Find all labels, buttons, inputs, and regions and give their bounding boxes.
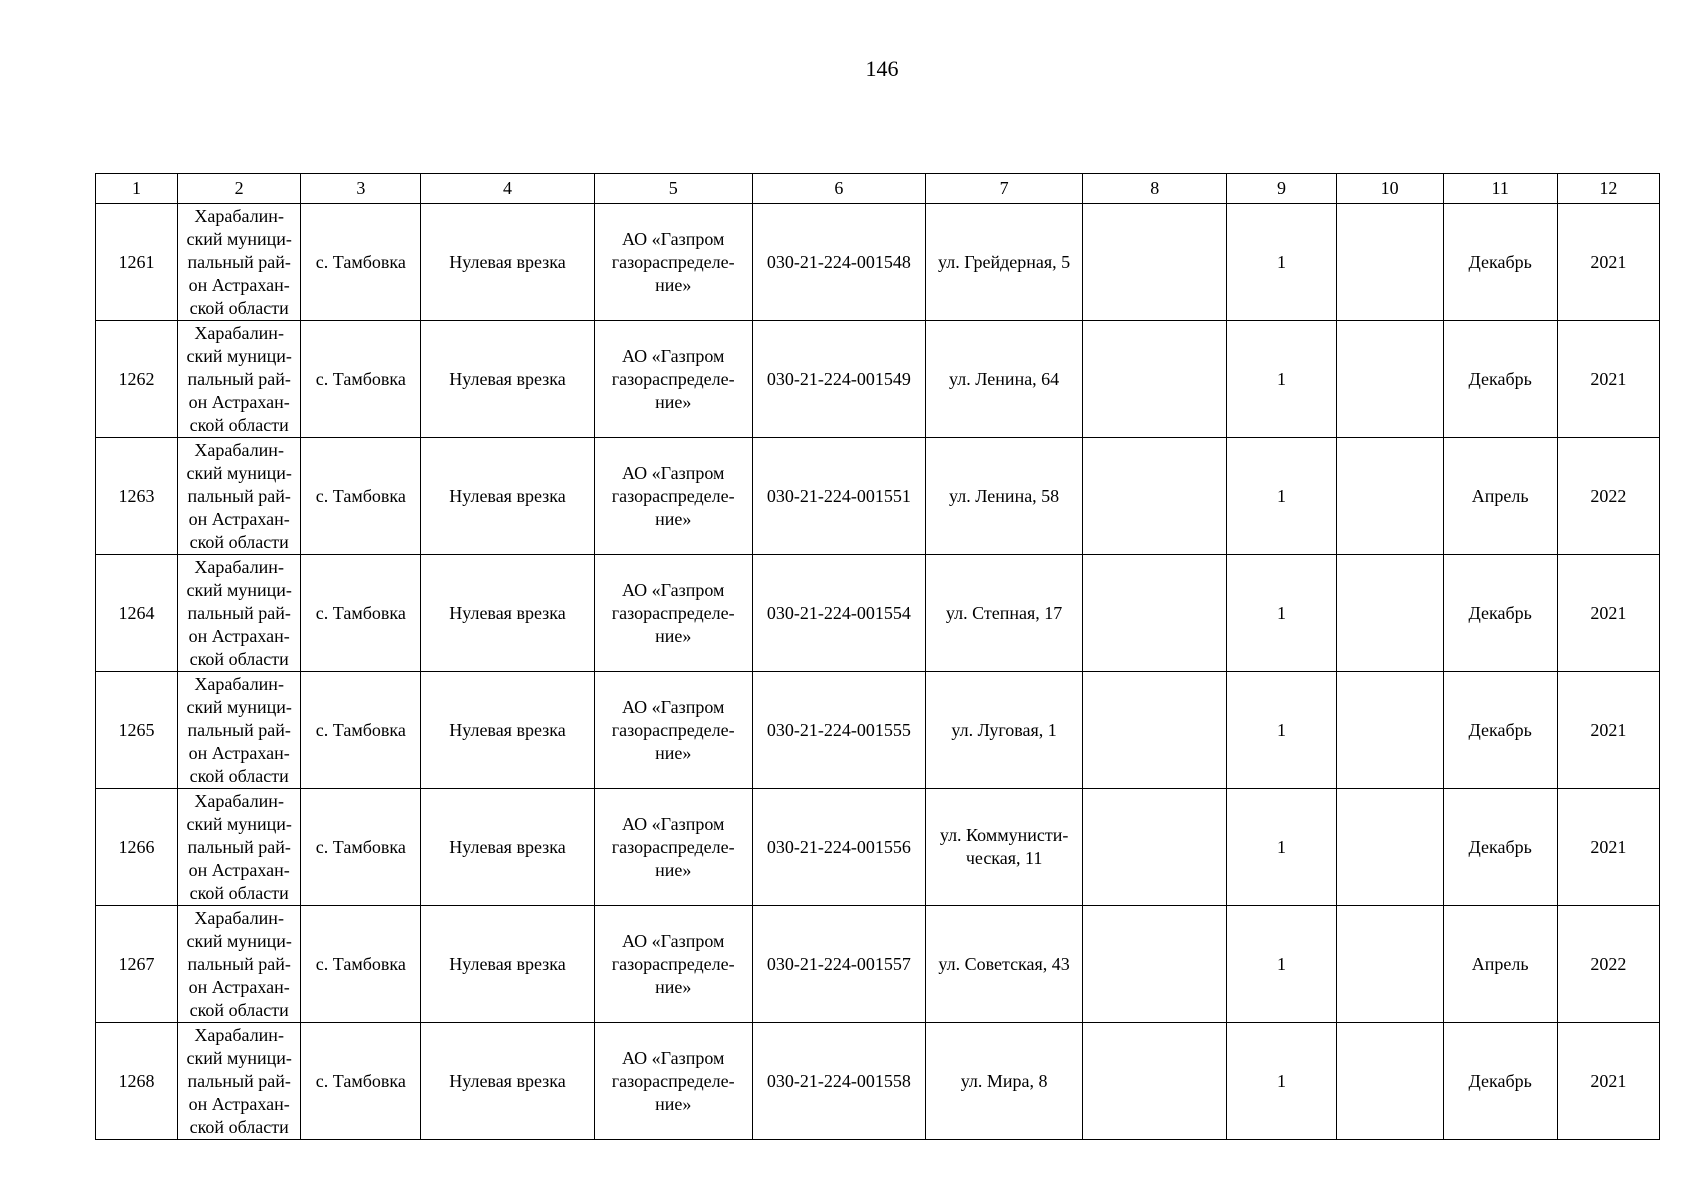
district-cell-line: Харабалин- (194, 907, 284, 928)
organization-cell-line: АО «Газпром (622, 1047, 725, 1068)
district-cell-line: он Астрахан- (188, 625, 290, 646)
district-cell-line: он Астрахан- (188, 1093, 290, 1114)
address-cell-line: ул. Грейдерная, 5 (938, 251, 1071, 272)
address-cell (926, 1023, 1083, 1140)
address-cell-line: ул. Ленина, 64 (949, 368, 1060, 389)
district-cell (178, 321, 301, 438)
quantity-cell: 1 (1227, 555, 1336, 672)
work-type-cell: Нулевая врезка (421, 672, 594, 789)
quantity-cell: 1 (1227, 1023, 1336, 1140)
column-header-1: 1 (96, 174, 178, 204)
district-cell-line: ской области (189, 297, 289, 318)
address-cell (926, 906, 1083, 1023)
column-header-10: 10 (1336, 174, 1443, 204)
district-cell-line: пальный рай- (187, 368, 291, 389)
organization-cell (594, 906, 752, 1023)
registry-table (95, 173, 1660, 1140)
district-cell (178, 1023, 301, 1140)
column-header-9: 9 (1227, 174, 1336, 204)
object-code-cell: 030-21-224-001558 (752, 1023, 925, 1140)
address-cell-line: ул. Луговая, 1 (951, 719, 1057, 740)
table-row (96, 204, 1660, 321)
district-cell-line: ской области (189, 1116, 289, 1137)
address-cell-line: ул. Степная, 17 (945, 602, 1063, 623)
organization-cell-line: ние» (655, 391, 692, 412)
district-cell-line: ский муници- (186, 345, 292, 366)
district-cell-line: ской области (189, 648, 289, 669)
organization-cell-line: газораспределе- (611, 485, 735, 506)
year-cell: 2021 (1557, 1023, 1659, 1140)
district-cell-line: ской области (189, 414, 289, 435)
column-8-cell (1083, 789, 1227, 906)
district-cell-line: ский муници- (186, 579, 292, 600)
address-cell (926, 672, 1083, 789)
table-row (96, 672, 1660, 789)
column-header-11: 11 (1443, 174, 1557, 204)
quantity-cell: 1 (1227, 789, 1336, 906)
district-cell-line: он Астрахан- (188, 976, 290, 997)
table-body (96, 204, 1660, 1140)
work-type-cell: Нулевая врезка (421, 438, 594, 555)
row-number: 1264 (96, 555, 178, 672)
quantity-cell: 1 (1227, 672, 1336, 789)
year-cell: 2022 (1557, 438, 1659, 555)
address-cell (926, 204, 1083, 321)
month-cell: Декабрь (1443, 321, 1557, 438)
column-10-cell (1336, 906, 1443, 1023)
district-cell (178, 672, 301, 789)
district-cell (178, 438, 301, 555)
organization-cell-line: АО «Газпром (622, 579, 725, 600)
district-cell (178, 204, 301, 321)
table-row (96, 906, 1660, 1023)
column-header-6: 6 (752, 174, 925, 204)
locality-cell: с. Тамбовка (301, 204, 421, 321)
page-number: 146 (865, 56, 899, 81)
month-cell: Апрель (1443, 906, 1557, 1023)
quantity-cell: 1 (1227, 438, 1336, 555)
locality-cell: с. Тамбовка (301, 555, 421, 672)
object-code-cell: 030-21-224-001551 (752, 438, 925, 555)
column-10-cell (1336, 672, 1443, 789)
year-cell: 2021 (1557, 789, 1659, 906)
column-10-cell (1336, 321, 1443, 438)
district-cell-line: ский муници- (186, 1047, 292, 1068)
column-8-cell (1083, 438, 1227, 555)
district-cell-line: пальный рай- (187, 836, 291, 857)
address-cell (926, 321, 1083, 438)
month-cell: Декабрь (1443, 1023, 1557, 1140)
organization-cell-line: газораспределе- (611, 836, 735, 857)
locality-cell: с. Тамбовка (301, 789, 421, 906)
month-cell: Декабрь (1443, 204, 1557, 321)
row-number: 1266 (96, 789, 178, 906)
organization-cell-line: газораспределе- (611, 1070, 735, 1091)
district-cell-line: ской области (189, 765, 289, 786)
object-code-cell: 030-21-224-001555 (752, 672, 925, 789)
district-cell-line: пальный рай- (187, 251, 291, 272)
object-code-cell: 030-21-224-001549 (752, 321, 925, 438)
object-code-cell: 030-21-224-001557 (752, 906, 925, 1023)
organization-cell-line: ние» (655, 625, 692, 646)
district-cell (178, 555, 301, 672)
column-8-cell (1083, 672, 1227, 789)
district-cell-line: ский муници- (186, 813, 292, 834)
address-cell (926, 555, 1083, 672)
month-cell: Декабрь (1443, 672, 1557, 789)
district-cell-line: пальный рай- (187, 1070, 291, 1091)
organization-cell-line: АО «Газпром (622, 813, 725, 834)
year-cell: 2021 (1557, 204, 1659, 321)
month-cell: Декабрь (1443, 789, 1557, 906)
year-cell: 2021 (1557, 672, 1659, 789)
district-cell-line: ской области (189, 531, 289, 552)
work-type-cell: Нулевая врезка (421, 555, 594, 672)
row-number: 1265 (96, 672, 178, 789)
organization-cell-line: газораспределе- (611, 251, 735, 272)
district-cell-line: он Астрахан- (188, 859, 290, 880)
work-type-cell: Нулевая врезка (421, 906, 594, 1023)
column-header-7: 7 (926, 174, 1083, 204)
address-cell-line: ул. Коммунисти- (939, 825, 1069, 845)
organization-cell (594, 204, 752, 321)
column-header-4: 4 (421, 174, 594, 204)
organization-cell-line: АО «Газпром (622, 696, 725, 717)
quantity-cell: 1 (1227, 906, 1336, 1023)
district-cell-line: ский муници- (186, 228, 292, 249)
district-cell-line: ский муници- (186, 930, 292, 951)
organization-cell (594, 672, 752, 789)
district-cell-line: Харабалин- (194, 790, 284, 811)
district-cell-line: пальный рай- (187, 485, 291, 506)
table-row (96, 438, 1660, 555)
row-number: 1263 (96, 438, 178, 555)
organization-cell (594, 438, 752, 555)
district-cell-line: Харабалин- (194, 439, 284, 460)
locality-cell: с. Тамбовка (301, 321, 421, 438)
district-cell-line: пальный рай- (187, 953, 291, 974)
organization-cell-line: АО «Газпром (622, 345, 725, 366)
year-cell: 2021 (1557, 321, 1659, 438)
locality-cell: с. Тамбовка (301, 1023, 421, 1140)
district-cell (178, 789, 301, 906)
quantity-cell: 1 (1227, 321, 1336, 438)
organization-cell-line: газораспределе- (611, 719, 735, 740)
organization-cell (594, 555, 752, 672)
column-10-cell (1336, 438, 1443, 555)
district-cell-line: пальный рай- (187, 602, 291, 623)
address-cell (926, 789, 1083, 906)
district-cell (178, 906, 301, 1023)
organization-cell-line: АО «Газпром (622, 930, 725, 951)
table-row (96, 321, 1660, 438)
column-header-12: 12 (1557, 174, 1659, 204)
column-8-cell (1083, 204, 1227, 321)
quantity-cell: 1 (1227, 204, 1336, 321)
organization-cell-line: ние» (655, 976, 692, 997)
organization-cell-line: ние» (655, 1093, 692, 1114)
district-cell-line: он Астрахан- (188, 508, 290, 529)
column-8-cell (1083, 1023, 1227, 1140)
district-cell-line: ской области (189, 999, 289, 1020)
district-cell-line: он Астрахан- (188, 742, 290, 763)
column-8-cell (1083, 906, 1227, 1023)
organization-cell-line: ние» (655, 508, 692, 529)
column-10-cell (1336, 555, 1443, 672)
district-cell-line: он Астрахан- (188, 274, 290, 295)
district-cell-line: Харабалин- (194, 673, 284, 694)
header-row (96, 174, 1660, 204)
address-cell (926, 438, 1083, 555)
district-cell-line: ский муници- (186, 696, 292, 717)
district-cell-line: он Астрахан- (188, 391, 290, 412)
organization-cell-line: газораспределе- (611, 368, 735, 389)
locality-cell: с. Тамбовка (301, 906, 421, 1023)
district-cell-line: ский муници- (186, 462, 292, 483)
organization-cell (594, 321, 752, 438)
address-cell-line: ул. Ленина, 58 (949, 485, 1060, 506)
locality-cell: с. Тамбовка (301, 438, 421, 555)
column-header-8: 8 (1083, 174, 1227, 204)
work-type-cell: Нулевая врезка (421, 1023, 594, 1140)
organization-cell-line: газораспределе- (611, 602, 735, 623)
organization-cell-line: газораспределе- (611, 953, 735, 974)
district-cell-line: Харабалин- (194, 205, 284, 226)
object-code-cell: 030-21-224-001554 (752, 555, 925, 672)
work-type-cell: Нулевая врезка (421, 321, 594, 438)
address-cell-line: ческая, 11 (965, 848, 1043, 868)
district-cell-line: Харабалин- (194, 1024, 284, 1045)
column-header-2: 2 (178, 174, 301, 204)
column-8-cell (1083, 321, 1227, 438)
address-cell-line: ул. Советская, 43 (938, 953, 1070, 974)
object-code-cell: 030-21-224-001556 (752, 789, 925, 906)
work-type-cell: Нулевая врезка (421, 789, 594, 906)
organization-cell (594, 789, 752, 906)
district-cell-line: Харабалин- (194, 556, 284, 577)
column-8-cell (1083, 555, 1227, 672)
year-cell: 2021 (1557, 555, 1659, 672)
column-header-3: 3 (301, 174, 421, 204)
month-cell: Декабрь (1443, 555, 1557, 672)
row-number: 1268 (96, 1023, 178, 1140)
row-number: 1262 (96, 321, 178, 438)
district-cell-line: пальный рай- (187, 719, 291, 740)
locality-cell: с. Тамбовка (301, 672, 421, 789)
column-10-cell (1336, 789, 1443, 906)
table-row (96, 555, 1660, 672)
row-number: 1261 (96, 204, 178, 321)
column-10-cell (1336, 204, 1443, 321)
organization-cell-line: АО «Газпром (622, 462, 725, 483)
table-row (96, 789, 1660, 906)
column-10-cell (1336, 1023, 1443, 1140)
column-header-5: 5 (594, 174, 752, 204)
district-cell-line: ской области (189, 882, 289, 903)
month-cell: Апрель (1443, 438, 1557, 555)
work-type-cell: Нулевая врезка (421, 204, 594, 321)
organization-cell-line: ние» (655, 859, 692, 880)
year-cell: 2022 (1557, 906, 1659, 1023)
organization-cell-line: ние» (655, 742, 692, 763)
object-code-cell: 030-21-224-001548 (752, 204, 925, 321)
row-number: 1267 (96, 906, 178, 1023)
table-row (96, 1023, 1660, 1140)
organization-cell-line: АО «Газпром (622, 228, 725, 249)
organization-cell (594, 1023, 752, 1140)
organization-cell-line: ние» (655, 274, 692, 295)
district-cell-line: Харабалин- (194, 322, 284, 343)
address-cell-line: ул. Мира, 8 (960, 1070, 1048, 1091)
